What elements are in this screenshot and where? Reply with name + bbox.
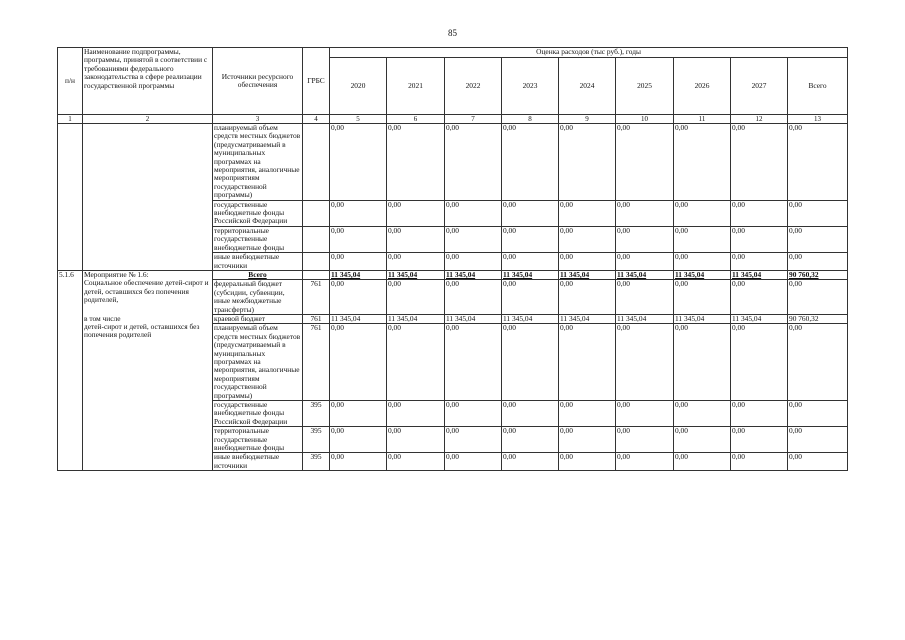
value-cell: 0,00 [330,280,387,315]
header-row [58,48,848,58]
expenditure-table [57,47,848,471]
value-cell: 0,00 [502,324,559,401]
header-year: 2024 [559,58,616,115]
value-cell: 0,00 [445,124,502,201]
value-cell: 0,00 [559,226,616,252]
column-number: 7 [445,115,502,124]
total-value-cell: 11 345,04 [731,270,788,279]
value-cell: 11 345,04 [387,314,445,323]
column-number: 12 [731,115,788,124]
value-cell: 0,00 [502,280,559,315]
value-cell: 0,00 [387,427,445,453]
value-cell: 0,00 [559,280,616,315]
grbs-cell: 761 [303,280,330,315]
column-number: 8 [502,115,559,124]
value-cell: 0,00 [445,324,502,401]
value-cell: 0,00 [445,226,502,252]
value-cell: 0,00 [731,124,788,201]
header-year: 2025 [616,58,674,115]
value-cell: 90 760,32 [788,314,848,323]
value-cell: 0,00 [616,427,674,453]
value-cell: 11 345,04 [559,314,616,323]
value-cell: 11 345,04 [616,314,674,323]
grbs-cell: 395 [303,453,330,471]
value-cell: 0,00 [387,200,445,226]
value-cell: 0,00 [502,226,559,252]
header-year: 2023 [502,58,559,115]
value-cell: 0,00 [616,280,674,315]
total-value-cell: 11 345,04 [445,270,502,279]
table-row [58,124,848,201]
grbs-cell: 395 [303,401,330,427]
value-cell: 0,00 [445,280,502,315]
value-cell: 0,00 [674,324,731,401]
grbs-cell [303,270,330,279]
column-numbers-row [58,115,848,124]
grbs-cell [303,124,330,201]
value-cell: 0,00 [788,226,848,252]
value-cell: 11 345,04 [445,314,502,323]
source-cell: планируемый объем средств местных бюджетов (предусматриваемый в муниципальных программах на мероприятия, аналогичные мероприятиям государственной программы) [213,324,303,401]
value-cell: 0,00 [616,253,674,271]
value-cell: 0,00 [387,253,445,271]
value-cell: 0,00 [445,427,502,453]
value-cell: 0,00 [788,200,848,226]
value-cell: 0,00 [788,401,848,427]
value-cell: 0,00 [788,124,848,201]
measure-name-line: в том числе [84,313,121,323]
total-value-cell: 11 345,04 [330,270,387,279]
value-cell: 0,00 [674,226,731,252]
value-cell: 0,00 [330,200,387,226]
value-cell: 0,00 [731,427,788,453]
value-cell: 0,00 [387,280,445,315]
measure-number: 5.1.6 [58,270,83,470]
value-cell: 0,00 [788,253,848,271]
header-number: п/н [58,48,83,115]
value-cell: 0,00 [330,226,387,252]
page-number: 85 [448,28,457,38]
row-name-cell [83,124,213,271]
value-cell: 0,00 [731,453,788,471]
header-year: 2020 [330,58,387,115]
source-cell: краевой бюджет [213,314,303,323]
value-cell: 0,00 [616,401,674,427]
total-label: Всего [213,270,303,279]
value-cell: 0,00 [559,427,616,453]
value-cell: 0,00 [330,401,387,427]
source-cell: иные внебюджетные источники [213,453,303,471]
value-cell: 0,00 [559,401,616,427]
total-value-cell: 11 345,04 [387,270,445,279]
value-cell: 0,00 [559,200,616,226]
header-year: 2021 [387,58,445,115]
total-value-cell: 11 345,04 [674,270,731,279]
value-cell: 0,00 [445,200,502,226]
column-number: 4 [303,115,330,124]
value-cell: 11 345,04 [674,314,731,323]
value-cell: 0,00 [387,324,445,401]
value-cell: 0,00 [445,453,502,471]
value-cell: 0,00 [330,324,387,401]
column-number: 9 [559,115,616,124]
measure-name-cell [83,270,213,470]
value-cell: 0,00 [616,324,674,401]
value-cell: 11 345,04 [330,314,387,323]
value-cell: 0,00 [674,453,731,471]
header-year: 2027 [731,58,788,115]
source-cell: территориальные государственные внебюджетные фонды [213,427,303,453]
header-year: 2026 [674,58,731,115]
value-cell: 0,00 [502,453,559,471]
value-cell: 0,00 [788,453,848,471]
source-cell: иные внебюджетные источники [213,253,303,271]
column-number: 5 [330,115,387,124]
column-number: 3 [213,115,303,124]
value-cell: 0,00 [502,253,559,271]
grbs-cell: 761 [303,324,330,401]
header-year: Всего [788,58,848,115]
value-cell: 0,00 [731,200,788,226]
column-number: 10 [616,115,674,124]
value-cell: 0,00 [559,453,616,471]
value-cell: 0,00 [330,253,387,271]
total-value-cell: 11 345,04 [616,270,674,279]
value-cell: 0,00 [616,226,674,252]
value-cell: 0,00 [387,401,445,427]
value-cell: 0,00 [445,401,502,427]
value-cell: 0,00 [330,427,387,453]
measure-name-line: детей-сирот и детей, оставшихся без попечения родителей [84,321,200,340]
value-cell: 0,00 [387,226,445,252]
value-cell: 0,00 [387,453,445,471]
column-number: 11 [674,115,731,124]
value-cell: 0,00 [559,324,616,401]
value-cell: 0,00 [788,280,848,315]
column-number: 2 [83,115,213,124]
grbs-cell [303,253,330,271]
value-cell: 0,00 [731,280,788,315]
value-cell: 0,00 [674,200,731,226]
row-number-cell [58,124,83,271]
column-number: 1 [58,115,83,124]
grbs-cell: 761 [303,314,330,323]
value-cell: 0,00 [731,324,788,401]
value-cell: 0,00 [559,253,616,271]
value-cell: 0,00 [616,124,674,201]
source-cell: государственные внебюджетные фонды Российской Федерации [213,200,303,226]
header-year: 2022 [445,58,502,115]
value-cell: 0,00 [731,226,788,252]
value-cell: 0,00 [502,427,559,453]
measure-name-line: Социальное обеспечение детей-сирот и детей, оставшихся без попечения родителей, [84,278,209,305]
source-cell: территориальные государственные внебюджетные фонды [213,226,303,252]
value-cell: 0,00 [616,200,674,226]
value-cell: 0,00 [330,124,387,201]
measure-name-line: Мероприятие № 1.6: [84,270,149,279]
value-cell: 0,00 [502,200,559,226]
header-estimate: Оценка расходов (тыс руб.), годы [330,48,848,58]
header-grbs: ГРБС [303,48,330,115]
measure-total-row [58,270,848,279]
source-cell: планируемый объем средств местных бюджетов (предусматриваемый в муниципальных программах на мероприятия, аналогичные мероприятиям государственной программы) [213,124,303,201]
value-cell: 0,00 [330,453,387,471]
source-cell: государственные внебюджетные фонды Российской Федерации [213,401,303,427]
value-cell: 0,00 [731,253,788,271]
header-name: Наименование подпрограммы, программы, принятой в соответствии с требованиями федерального законодательства в сфере реализации государственной программы [83,48,213,115]
value-cell: 0,00 [674,253,731,271]
total-value-cell: 11 345,04 [502,270,559,279]
grbs-cell: 395 [303,427,330,453]
total-value-cell: 11 345,04 [559,270,616,279]
value-cell: 0,00 [502,124,559,201]
value-cell: 11 345,04 [731,314,788,323]
column-number: 13 [788,115,848,124]
source-cell: федеральный бюджет (субсидии, субвенции, иные межбюджетные трансферты) [213,280,303,315]
value-cell: 0,00 [445,253,502,271]
total-value-cell: 90 760,32 [788,270,848,279]
value-cell: 0,00 [674,280,731,315]
value-cell: 0,00 [387,124,445,201]
grbs-cell [303,200,330,226]
value-cell: 0,00 [674,401,731,427]
value-cell: 0,00 [616,453,674,471]
value-cell: 0,00 [731,401,788,427]
value-cell: 0,00 [674,427,731,453]
column-number: 6 [387,115,445,124]
value-cell: 0,00 [788,324,848,401]
value-cell: 0,00 [788,427,848,453]
value-cell: 0,00 [674,124,731,201]
grbs-cell [303,226,330,252]
value-cell: 0,00 [502,401,559,427]
value-cell: 11 345,04 [502,314,559,323]
value-cell: 0,00 [559,124,616,201]
header-source: Источники ресурсного обеспечения [213,48,303,115]
